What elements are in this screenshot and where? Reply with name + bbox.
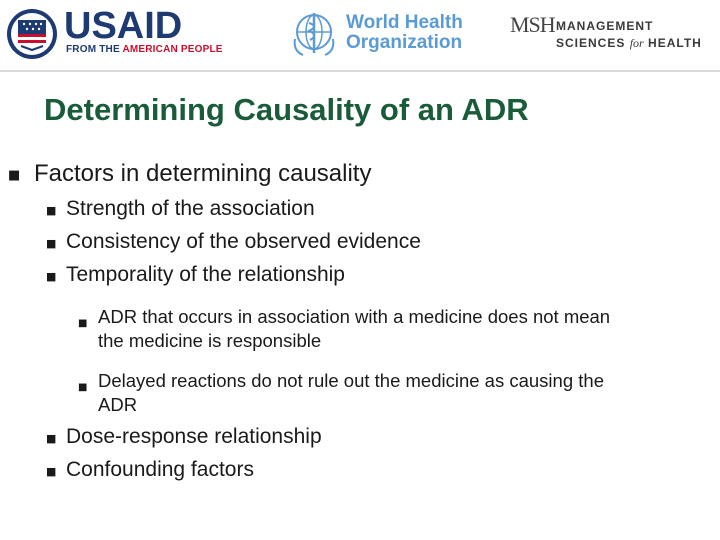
who-line2: Organization xyxy=(346,32,463,53)
bullet-level2-text: Confounding factors xyxy=(66,458,254,481)
who-wordmark xyxy=(346,13,463,53)
usaid-tagline-from: FROM THE xyxy=(66,44,123,55)
who-emblem-icon xyxy=(289,9,339,59)
msh-logo-mark: MSH xyxy=(510,12,555,37)
usaid-wordmark: USAID xyxy=(64,5,183,47)
msh-line2 xyxy=(556,35,702,52)
bullet-level2-text: Dose-response relationship xyxy=(66,425,322,448)
msh-line2-for: for xyxy=(629,36,644,50)
msh-line2-sciences: SCIENCES xyxy=(556,36,630,50)
who-line1: World Health xyxy=(346,12,463,33)
square-bullet-icon: ■ xyxy=(46,204,57,217)
bullet-level2-text: Consistency of the observed evidence xyxy=(66,230,421,253)
msh-line1: MANAGEMENT xyxy=(556,19,654,33)
square-bullet-icon: ■ xyxy=(46,237,57,250)
msh-line2-health: HEALTH xyxy=(643,36,702,50)
square-bullet-icon: ■ xyxy=(78,318,88,329)
header-divider xyxy=(0,70,720,72)
square-bullet-icon: ■ xyxy=(78,382,88,393)
bullet-level2-text: Strength of the association xyxy=(66,197,315,220)
usaid-tagline xyxy=(66,44,223,55)
msh-wordmark xyxy=(556,18,702,52)
square-bullet-icon: ■ xyxy=(46,465,57,478)
usaid-seal-icon xyxy=(6,8,58,60)
square-bullet-icon: ■ xyxy=(46,270,57,283)
bullet-level1-text: Factors in determining causality xyxy=(34,160,372,187)
bullet-level3-text: ADR that occurs in association with a medicine does not mean the medicine is responsible xyxy=(98,306,611,351)
usaid-tagline-people: AMERICAN PEOPLE xyxy=(122,44,223,55)
slide-title: Determining Causality of an ADR xyxy=(44,92,529,127)
bullet-level3-text: Delayed reactions do not rule out the medicine as causing the ADR xyxy=(98,370,604,415)
bullet-level2-text: Temporality of the relationship xyxy=(66,263,345,286)
square-bullet-icon: ■ xyxy=(46,432,57,445)
logo-bar xyxy=(0,0,720,70)
square-bullet-icon: ■ xyxy=(8,168,21,183)
